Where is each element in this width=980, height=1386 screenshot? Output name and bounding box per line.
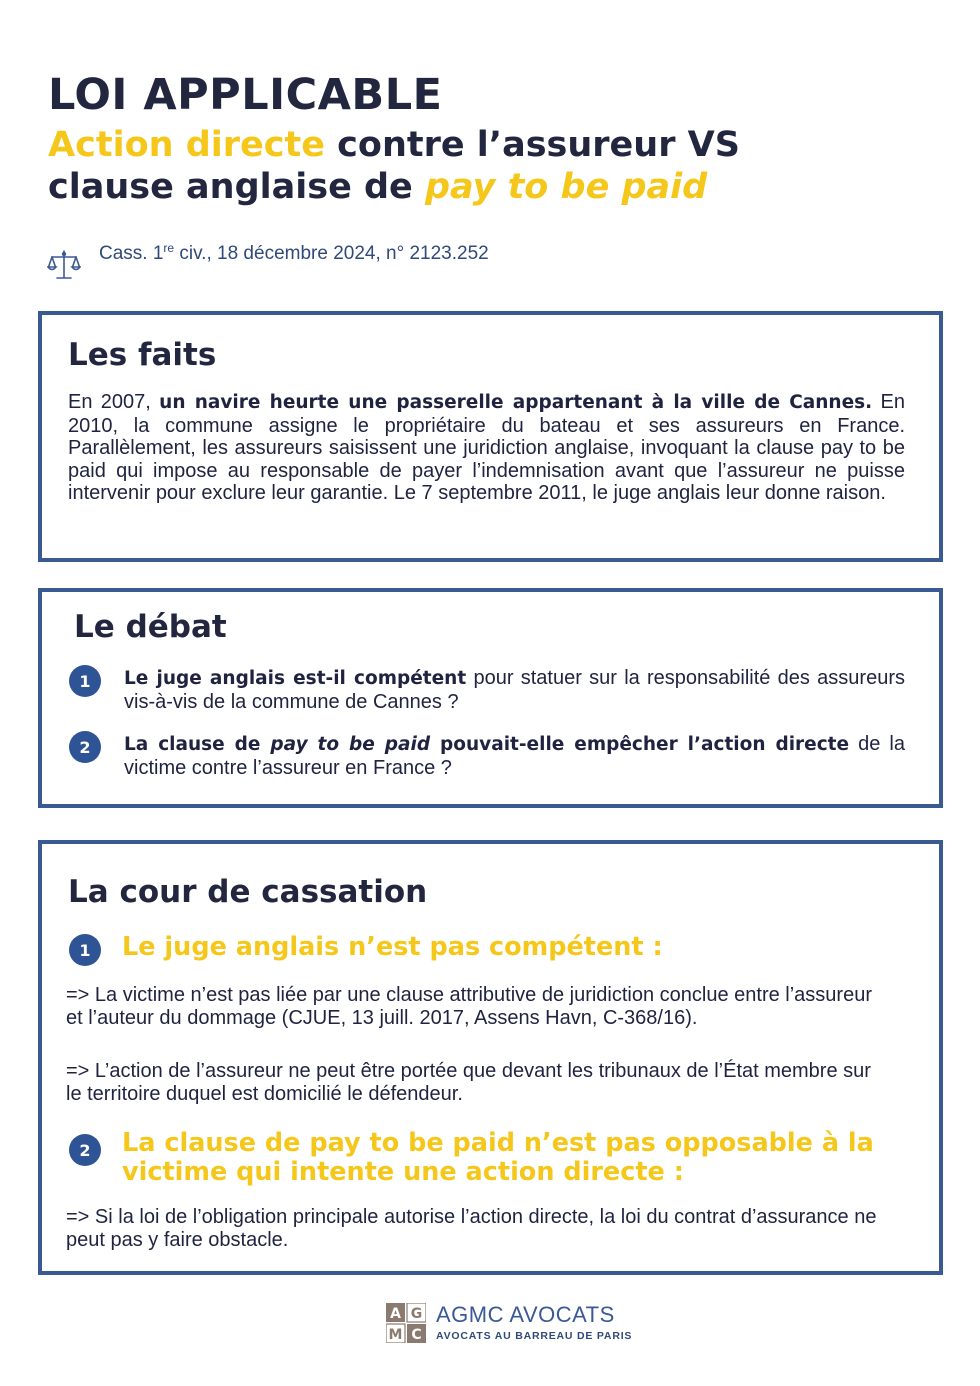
reference-sup: re	[163, 241, 175, 255]
reference-text-rest: civ., 18 décembre 2024, n° 2123.252	[174, 243, 489, 264]
debat-section	[38, 588, 943, 808]
debat-question-2	[124, 733, 905, 779]
faits-paragraph	[68, 391, 905, 505]
page-title: LOI APPLICABLE	[48, 70, 443, 120]
cassation-title: La cour de cassation	[68, 874, 428, 910]
cassation-point-1-heading: Le juge anglais n’est pas compétent :	[122, 932, 663, 962]
cassation-point-1-para-1: => La victime n’est pas liée par une clause attributive de juridiction conclue entre l’assureur et l’auteur du dommage (CJUE, 13 juill. 2017, Assens Havn, C-368/16).	[66, 984, 872, 1029]
faits-bold-text: un navire heurte une passerelle appartenant à la ville de Cannes.	[159, 392, 873, 413]
number-badge: 1	[69, 665, 101, 697]
cassation-point-1-para-2: => L’action de l’assureur ne peut être portée que devant les tribunaux de l’État membre sur le territoire duquel est domicilié le défendeur.	[66, 1060, 871, 1105]
subtitle-text: contre l’assureur VS	[324, 125, 740, 165]
scales-icon	[47, 248, 81, 282]
debat-title: Le débat	[74, 609, 227, 645]
reference-text: Cass. 1	[99, 243, 164, 264]
faits-text-rest: En 2010, la commune assigne le propriétaire du bateau et ses assureurs en France. Parallèlement, les assureurs saisissent une juridiction anglaise, invoquant la clause pay to be paid qui impose au responsable de payer l’indemnisation avant que l’assureur ne puisse intervenir pour exclure leur garantie. Le 7 septembre 2011, le juge anglais leur donne raison.	[68, 391, 905, 504]
firm-name: AGMC AVOCATS	[436, 1302, 615, 1327]
subtitle-highlight: Action directe	[48, 125, 325, 165]
faits-section	[38, 311, 943, 562]
case-reference	[99, 241, 489, 265]
logo-letter-c: C	[411, 1327, 422, 1343]
question-bold-italic: pay to be paid	[270, 734, 431, 755]
debat-question-1	[124, 667, 905, 713]
number-badge: 2	[69, 1134, 101, 1166]
logo-letter-a: A	[390, 1306, 401, 1322]
agmc-logo-icon	[386, 1303, 426, 1343]
cassation-section	[38, 840, 943, 1275]
firm-tagline: AVOCATS AU BARREAU DE PARIS	[436, 1330, 633, 1342]
logo-letter-g: G	[410, 1306, 423, 1322]
question-text: pour statuer sur la responsabilité des assureurs vis-à-vis de la commune de Cannes ?	[124, 667, 905, 713]
cassation-point-2-heading: La clause de pay to be paid n’est pas opposable à la victime qui intente une action directe :	[122, 1128, 874, 1187]
logo-letter-m: M	[388, 1327, 403, 1343]
faits-text: En 2007,	[68, 391, 160, 413]
page-subtitle	[48, 124, 740, 208]
question-bold: La clause de	[124, 734, 271, 755]
question-text: de la victime contre l’assureur en France ?	[124, 733, 905, 779]
question-bold-rest: pouvait-elle empêcher l’action directe	[430, 734, 850, 755]
subtitle-highlight-italic: pay to be paid	[424, 167, 708, 207]
number-badge: 1	[69, 934, 101, 966]
number-badge: 2	[69, 731, 101, 763]
faits-title: Les faits	[68, 337, 217, 373]
cassation-point-2-para-1: => Si la loi de l’obligation principale autorise l’action directe, la loi du contrat d’assurance ne peut pas y faire obstacle.	[66, 1206, 877, 1251]
question-bold: Le juge anglais est-il compétent	[124, 668, 467, 689]
subtitle-text-line2: clause anglaise de	[48, 167, 425, 207]
